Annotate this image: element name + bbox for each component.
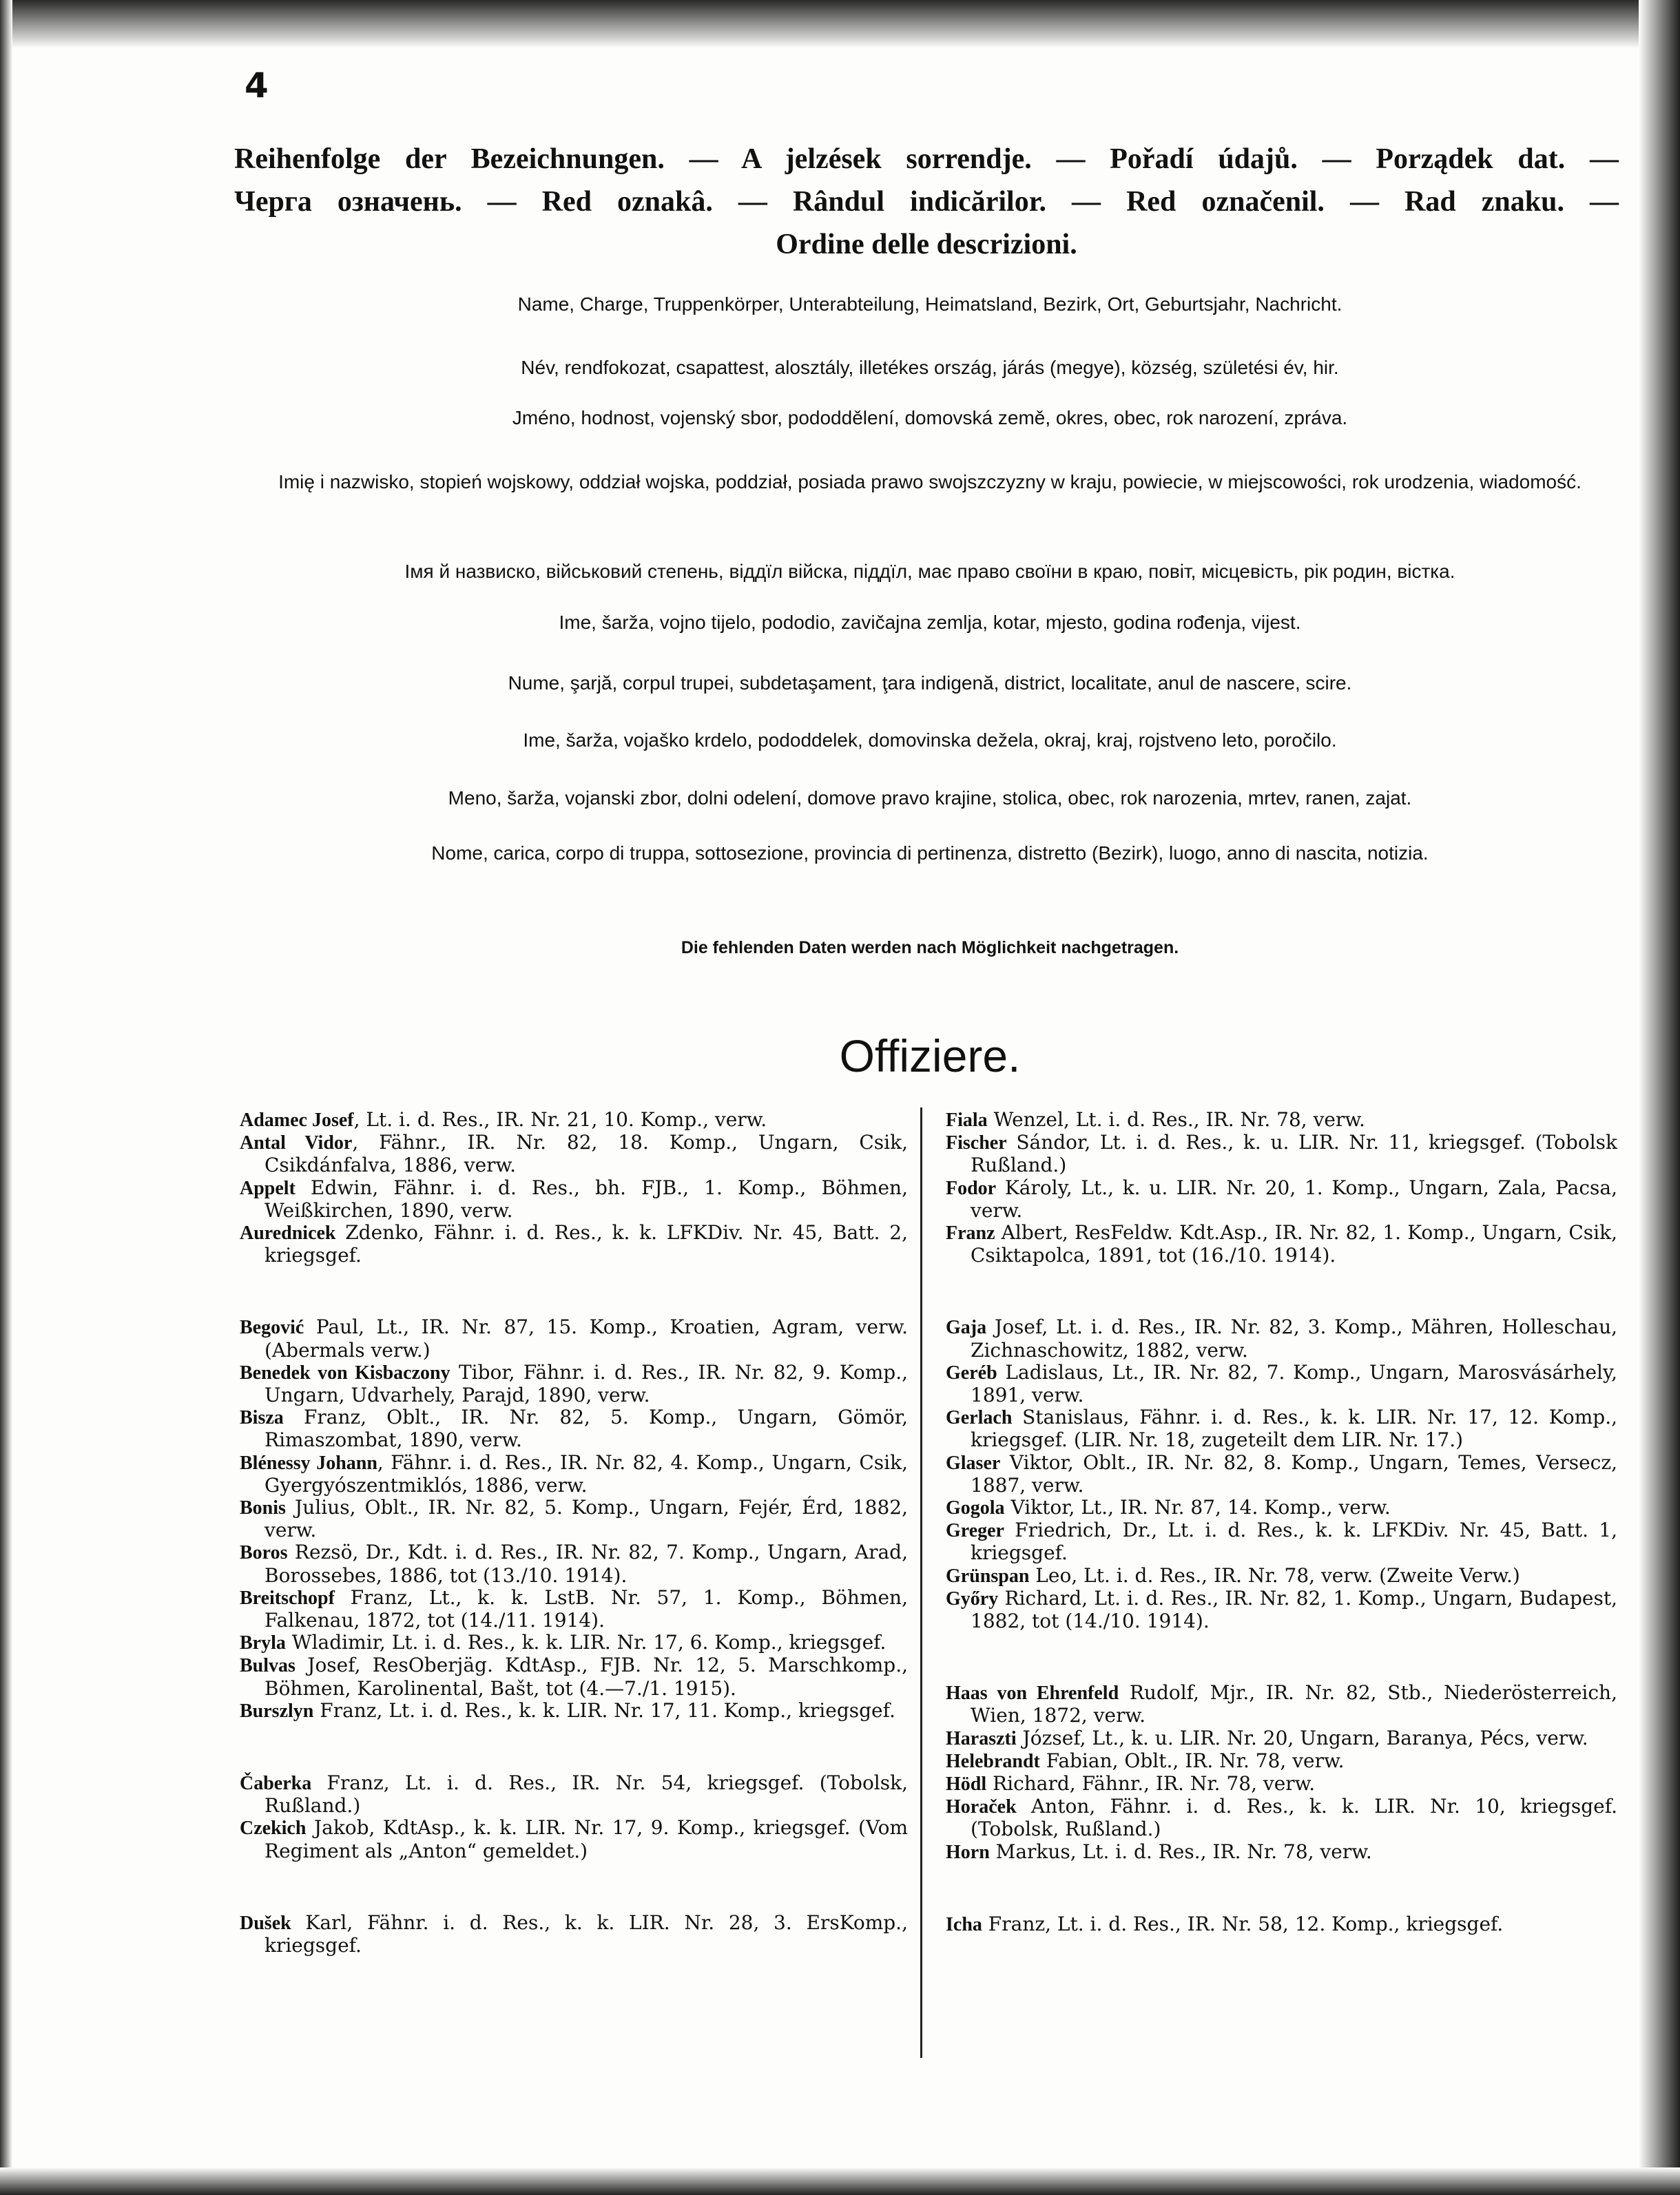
order-line: Ime, šarža, vojaško krdelo, pododdelek, domovinska dežela, okraj, kraj, rojstveno leto, poročilo. (523, 729, 1337, 751)
officer-entry (946, 1588, 1617, 1632)
order-line: Nume, şarjă, corpul trupei, subdetaşament, ţara indigenă, district, localitate, anul de nascere, scire. (508, 672, 1352, 694)
officer-entry (946, 1132, 1617, 1176)
officer-name: Appelt (240, 1177, 295, 1199)
scan-edge-right (1639, 0, 1680, 2195)
entry-group (240, 1109, 908, 1267)
officer-details: Tibor, Fähnr. i. d. Res., IR. Nr. 82, 9. Komp., Ungarn, Udvarhely, Parajd, 1890, verw. (265, 1360, 909, 1407)
order-line: Meno, šarža, vojanski zbor, dolni odelení, domove pravo krajine, stolica, obec, rok narozenia, mrtev, ranen, zajat. (448, 787, 1412, 809)
order-line: Ime, šarža, vojno tijelo, pododio, zavičajna zemlja, kotar, mjesto, godina rođenja, vijest. (559, 612, 1301, 633)
officer-details: Richard, Lt. i. d. Res., IR. Nr. 82, 1. Komp., Ungarn, Budapest, 1882, tot (14./10. 1914). (971, 1586, 1617, 1633)
officer-details: Franz, Lt., k. k. LstB. Nr. 57, 1. Komp., Böhmen, Falkenau, 1872, tot (14./11. 1914). (265, 1585, 908, 1632)
entry-group (240, 1912, 908, 1957)
officer-details: Jakob, KdtAsp., k. k. LIR. Nr. 17, 9. Komp., kriegsgef. (Vom Regiment als „Anton“ gemeldet.) (265, 1816, 908, 1862)
officer-details: Richard, Fähnr., IR. Nr. 78, verw. (986, 1772, 1316, 1796)
officer-name: Adamec Josef (240, 1110, 354, 1131)
officer-entry (946, 1796, 1617, 1840)
officer-name: Geréb (946, 1362, 997, 1384)
heading (234, 138, 1619, 266)
officer-name: Bryla (240, 1632, 286, 1654)
officer-name: Horn (946, 1841, 990, 1863)
officer-details: Sándor, Lt. i. d. Res., k. u. LIR. Nr. 11, kriegsgef. (Tobolsk Rußland.) (971, 1131, 1617, 1177)
officer-entry (240, 1316, 908, 1361)
officer-name: Glaser (946, 1452, 1001, 1474)
officer-details: Rezsö, Dr., Kdt. i. d. Res., IR. Nr. 82, 7. Komp., Ungarn, Arad, Borossebes, 1886, tot (13./10. 1914). (265, 1541, 908, 1587)
order-line: Імя й назвиско, військовий степень, віддїл війска, піддїл, має право своїни в краю, повіт, місцевість, рік родин, вістка. (404, 561, 1455, 582)
officer-entry (946, 1362, 1617, 1406)
officer-details: Franz, Oblt., IR. Nr. 82, 5. Komp., Ungarn, Gömör, Rimaszombat, 1890, verw. (265, 1406, 908, 1452)
officer-entry (240, 1654, 908, 1699)
officer-details: Wladimir, Lt. i. d. Res., k. k. LIR. Nr. 17, 6. Komp., kriegsgef. (285, 1631, 886, 1654)
officer-name: Fiala (946, 1110, 988, 1131)
officer-entry (240, 1772, 908, 1817)
officer-name: Gerlach (946, 1407, 1013, 1429)
order-line: Jméno, hodnost, vojenský sbor, pododdělení, domovská země, okres, obec, rok narození, zpráva. (512, 407, 1348, 428)
officer-name: Franz (946, 1223, 995, 1245)
officer-details: Franz, Lt. i. d. Res., IR. Nr. 54, kriegsgef. (Tobolsk, Rußland.) (265, 1771, 908, 1818)
officer-entry (946, 1773, 1617, 1796)
officer-entry (240, 1222, 908, 1267)
officer-name: Czekich (240, 1818, 307, 1840)
left-column (240, 1109, 908, 2006)
officer-details: Josef, ResOberjäg. KdtAsp., FJB. Nr. 12, 5. Marschkomp., Böhmen, Karolinental, Bašt, tot (4.—7./1. 1915). (265, 1654, 908, 1700)
officer-name: Fischer (946, 1132, 1007, 1154)
officer-entry (946, 1222, 1617, 1267)
order-line: Imię i nazwisko, stopień wojskowy, oddział wojska, poddział, posiada prawo swojszczyzny w kraju, powiecie, w miejscowości, rok urodzenia, wiadomość. (278, 471, 1582, 492)
officer-details: Viktor, Lt., IR. Nr. 87, 14. Komp., verw. (1004, 1496, 1391, 1519)
column-divider (920, 1107, 922, 2058)
missing-data-note: Die fehlenden Daten werden nach Möglichkeit nachgetragen. (681, 938, 1179, 957)
officer-details: Stanislaus, Fähnr. i. d. Res., k. k. LIR. Nr. 17, 12. Komp., kriegsgef. (LIR. Nr. 18, zugeteilt dem LIR. Nr. 17.) (971, 1406, 1617, 1452)
heading-line: Черга означень. — Red oznakâ. — Rândul indicărilor. — Red označenil. — Rad znaku. — (234, 186, 1619, 218)
officer-entry (240, 1817, 908, 1862)
officer-name: Helebrandt (946, 1750, 1040, 1772)
officer-entry (946, 1841, 1617, 1864)
officer-entry (946, 1452, 1617, 1497)
officer-name: Greger (946, 1520, 1004, 1542)
officer-name: Aurednicek (240, 1223, 336, 1245)
officer-details: , Lt. i. d. Res., IR. Nr. 21, 10. Komp., verw. (353, 1108, 767, 1131)
officer-name: Čaberka (240, 1773, 312, 1795)
officer-entry (240, 1109, 908, 1132)
officer-name: Fodor (946, 1177, 997, 1199)
officer-entry (946, 1316, 1617, 1361)
entry-group (946, 1316, 1617, 1632)
officer-name: Bonis (240, 1497, 286, 1519)
officer-entry (240, 1362, 908, 1406)
scan-edge-bottom (0, 2167, 1680, 2195)
officer-name: Hödl (946, 1773, 987, 1796)
entry-group (946, 1682, 1617, 1864)
officer-name: Breitschopf (240, 1587, 335, 1609)
officer-entry (240, 1132, 908, 1176)
entry-group (240, 1772, 908, 1862)
entry-group (946, 1109, 1617, 1267)
officer-name: Icha (946, 1913, 982, 1935)
officer-name: Boros (240, 1542, 288, 1564)
officer-name: Bisza (240, 1407, 284, 1429)
heading-line: Ordine delle descrizioni. (776, 229, 1077, 260)
officer-details: , Fähnr. i. d. Res., IR. Nr. 82, 4. Komp., Ungarn, Csik, Gyergyószentmiklós, 1886, verw. (265, 1450, 908, 1497)
officer-details: Franz, Lt. i. d. Res., IR. Nr. 58, 12. Komp., kriegsgef. (982, 1912, 1504, 1935)
officer-entry (946, 1497, 1617, 1519)
order-line: Name, Charge, Truppenkörper, Unterabteilung, Heimatsland, Bezirk, Ort, Geburtsjahr, Nachricht. (517, 293, 1342, 315)
officer-entry (240, 1452, 908, 1497)
officer-details: Albert, ResFeldw. Kdt.Asp., IR. Nr. 82, 1. Komp., Ungarn, Csik, Csiktapolca, 1891, tot (16./10. 1914). (971, 1221, 1617, 1267)
officer-entry (240, 1406, 908, 1451)
officer-entry (946, 1750, 1617, 1773)
entry-group (240, 1316, 908, 1723)
scan-edge-left (0, 0, 12, 2195)
officer-entry (240, 1587, 908, 1632)
right-column (946, 1109, 1617, 1986)
officer-name: Gaja (946, 1317, 987, 1339)
officer-details: Leo, Lt. i. d. Res., IR. Nr. 78, verw. (Zweite Verw.) (1029, 1563, 1520, 1587)
officer-entry (946, 1406, 1617, 1451)
officer-name: Burszlyn (240, 1700, 314, 1722)
officer-details: Rudolf, Mjr., IR. Nr. 82, Stb., Niederösterreich, Wien, 1872, verw. (971, 1681, 1617, 1727)
scan-edge-top (0, 0, 1680, 48)
officer-entry (946, 1109, 1617, 1132)
officer-name: Blénessy Johann (240, 1452, 377, 1474)
officer-entry (946, 1682, 1617, 1727)
officer-details: Edwin, Fähnr. i. d. Res., bh. FJB., 1. Komp., Böhmen, Weißkirchen, 1890, verw. (265, 1176, 908, 1222)
officer-details: Franz, Lt. i. d. Res., k. k. LIR. Nr. 17, 11. Komp., kriegsgef. (313, 1698, 895, 1722)
officer-details: Karl, Fähnr. i. d. Res., k. k. LIR. Nr. 28, 3. ErsKomp., kriegsgef. (265, 1911, 908, 1957)
officer-details: Ladislaus, Lt., IR. Nr. 82, 7. Komp., Ungarn, Marosvásárhely, 1891, verw. (971, 1360, 1617, 1407)
officer-details: , Fähnr., IR. Nr. 82, 18. Komp., Ungarn, Csik, Csikdánfalva, 1886, verw. (265, 1131, 908, 1177)
page-number: 4 (245, 65, 269, 105)
officer-entry (240, 1632, 908, 1654)
officer-entry (946, 1519, 1617, 1564)
officer-entry (946, 1913, 1617, 1936)
officer-entry (240, 1700, 908, 1723)
officer-name: Győry (946, 1588, 999, 1610)
officer-details: Paul, Lt., IR. Nr. 87, 15. Komp., Kroatien, Agram, verw. (Abermals verw.) (265, 1315, 908, 1362)
order-line: Név, rendfokozat, csapattest, alosztály, illetékes ország, járás (megye), község, születési év, hir. (521, 357, 1339, 378)
officer-details: Fabian, Oblt., IR. Nr. 78, verw. (1039, 1749, 1345, 1772)
entry-group (946, 1913, 1617, 1936)
section-title: Offiziere. (839, 1030, 1021, 1081)
officer-name: Bulvas (240, 1655, 295, 1677)
heading-line: Reihenfolge der Bezeichnungen. — A jelzések sorrendje. — Pořadí údajů. — Porządek dat. — (234, 143, 1619, 175)
officer-name: Begović (240, 1317, 304, 1339)
officer-entry (240, 1541, 908, 1586)
order-line: Nome, carica, corpo di truppa, sottosezione, provincia di pertinenza, distretto (Bezirk), luogo, anno di nascita, notizia. (431, 842, 1429, 864)
officer-entry (240, 1912, 908, 1957)
officer-details: Viktor, Oblt., IR. Nr. 82, 8. Komp., Ungarn, Temes, Versecz, 1887, verw. (971, 1450, 1617, 1497)
officer-details: Julius, Oblt., IR. Nr. 82, 5. Komp., Ungarn, Fejér, Érd, 1882, verw. (265, 1496, 908, 1542)
officer-details: Josef, Lt. i. d. Res., IR. Nr. 82, 3. Komp., Mähren, Holleschau, Zichnaschowitz, 1882, verw. (971, 1315, 1617, 1362)
officer-entry (946, 1565, 1617, 1588)
officer-name: Horaček (946, 1796, 1017, 1818)
officer-name: Grünspan (946, 1565, 1030, 1587)
officer-name: Haraszti (946, 1727, 1017, 1749)
officer-entry (240, 1177, 908, 1222)
officer-details: Markus, Lt. i. d. Res., IR. Nr. 78, verw. (989, 1840, 1372, 1863)
officer-name: Antal Vidor (240, 1132, 353, 1154)
officer-name: Benedek von Kisbaczony (240, 1362, 450, 1384)
officer-details: József, Lt., k. u. LIR. Nr. 20, Ungarn, Baranya, Pécs, verw. (1016, 1726, 1588, 1749)
officer-details: Wenzel, Lt. i. d. Res., IR. Nr. 78, verw. (987, 1108, 1365, 1131)
officer-name: Dušek (240, 1912, 291, 1934)
officer-details: Anton, Fähnr. i. d. Res., k. k. LIR. Nr. 10, kriegsgef. (Tobolsk, Rußland.) (971, 1795, 1617, 1841)
officer-entry (240, 1497, 908, 1541)
officer-details: Károly, Lt., k. u. LIR. Nr. 20, 1. Komp., Ungarn, Zala, Pacsa, verw. (971, 1176, 1617, 1222)
officer-entry (946, 1727, 1617, 1750)
officer-entry (946, 1177, 1617, 1222)
officer-name: Gogola (946, 1497, 1005, 1519)
officer-details: Friedrich, Dr., Lt. i. d. Res., k. k. LFKDiv. Nr. 45, Batt. 1, kriegsgef. (971, 1519, 1617, 1565)
officer-details: Zdenko, Fähnr. i. d. Res., k. k. LFKDiv. Nr. 45, Batt. 2, kriegsgef. (265, 1221, 908, 1267)
officer-name: Haas von Ehrenfeld (946, 1683, 1119, 1705)
